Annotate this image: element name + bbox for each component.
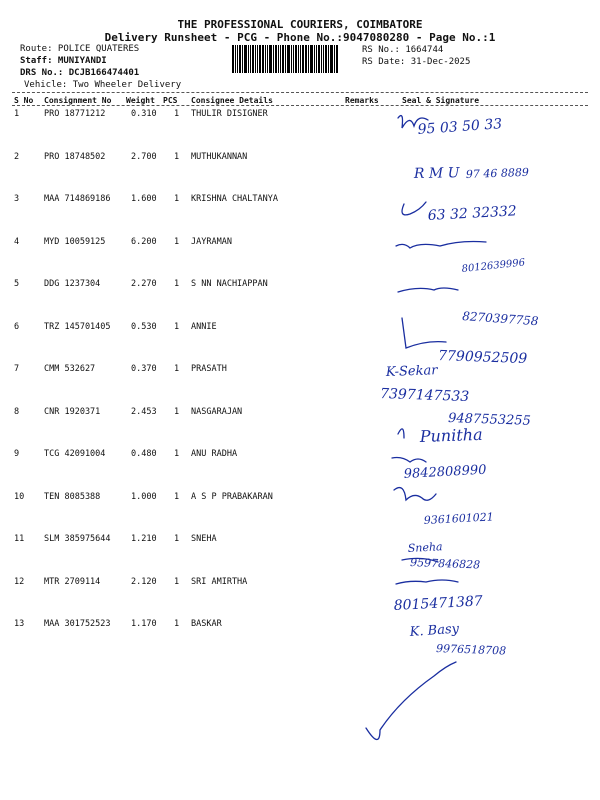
handwritten-note: 8012639996 bbox=[461, 257, 526, 275]
row-sno: 4 bbox=[14, 236, 20, 247]
signature-stroke bbox=[396, 242, 486, 249]
header-top-rule bbox=[12, 92, 588, 93]
barcode-bar bbox=[257, 45, 258, 73]
row-consignee: BASKAR bbox=[191, 619, 222, 629]
row-weight: 6.200 bbox=[131, 236, 157, 247]
barcode-bar bbox=[308, 45, 309, 73]
barcode-bar bbox=[242, 45, 243, 73]
handwritten-note: K-Sekar bbox=[385, 363, 438, 380]
barcode-bar bbox=[259, 45, 261, 73]
barcode-bar bbox=[285, 45, 286, 73]
row-weight: 2.270 bbox=[131, 279, 157, 289]
row-consignee: ANNIE bbox=[191, 321, 217, 332]
handwritten-note: 95 03 50 33 bbox=[417, 116, 503, 138]
row-consignment: MAA 714869186 bbox=[44, 194, 111, 204]
staff-label: Staff: MUNIYANDI bbox=[20, 56, 107, 66]
barcode-bar bbox=[248, 45, 249, 73]
handwritten-note: 7397147533 bbox=[379, 386, 470, 406]
row-sno: 5 bbox=[14, 279, 20, 289]
col-weight: Weight bbox=[126, 96, 155, 105]
barcode-bar bbox=[336, 45, 338, 73]
col-consignment: Consignment No bbox=[44, 96, 112, 105]
handwritten-note: Punitha bbox=[419, 424, 483, 446]
row-consignment: MYD 10059125 bbox=[44, 236, 106, 247]
signature-stroke bbox=[394, 488, 436, 501]
barcode-bar bbox=[334, 45, 335, 73]
barcode-bar bbox=[302, 45, 304, 73]
barcode-bar bbox=[252, 45, 254, 73]
row-consignee: KRISHNA CHALTANYA bbox=[191, 194, 278, 204]
barcode-bar bbox=[244, 45, 247, 73]
row-weight: 1.600 bbox=[131, 194, 157, 204]
col-sno: S No bbox=[14, 96, 34, 105]
handwritten-note: 7790952509 bbox=[437, 348, 528, 368]
barcode-bar bbox=[250, 45, 251, 73]
barcode-bar bbox=[267, 45, 268, 73]
handwritten-note: 8015471387 bbox=[393, 593, 484, 614]
row-consignment: CNR 1920371 bbox=[44, 406, 101, 417]
barcode-bar bbox=[255, 45, 256, 73]
row-consignee: A S P PRABAKARAN bbox=[191, 491, 273, 502]
signature-stroke bbox=[366, 662, 456, 740]
row-weight: 0.480 bbox=[131, 449, 157, 459]
barcode-bar bbox=[293, 45, 294, 73]
signature-stroke bbox=[392, 458, 426, 463]
barcode-bar bbox=[330, 45, 333, 73]
row-consignee: NASGARAJAN bbox=[191, 406, 243, 417]
row-consignee: SRI AMIRTHA bbox=[191, 576, 248, 587]
row-pcs: 1 bbox=[174, 534, 180, 544]
barcode-bar bbox=[265, 45, 266, 73]
barcode-bar bbox=[298, 45, 299, 73]
barcode-bar bbox=[237, 45, 238, 73]
row-pcs: 1 bbox=[174, 194, 180, 204]
row-consignment: PRO 18748502 bbox=[44, 151, 106, 162]
barcode-bar bbox=[235, 45, 236, 73]
row-sno: 2 bbox=[14, 151, 20, 162]
barcode bbox=[232, 45, 358, 73]
signature-stroke bbox=[402, 202, 426, 215]
col-seal: Seal & Signature bbox=[402, 96, 480, 105]
drs-label: DRS No.: DCJB166474401 bbox=[20, 68, 140, 78]
row-sno: 11 bbox=[14, 534, 25, 544]
rs-number: RS No.: 1664744 bbox=[362, 45, 444, 55]
rs-date: RS Date: 31-Dec-2025 bbox=[362, 57, 471, 67]
signature-stroke bbox=[402, 558, 438, 562]
barcode-bar bbox=[318, 45, 320, 73]
row-consignment: TEN 8085388 bbox=[44, 491, 101, 502]
handwritten-note: 9597846828 bbox=[409, 556, 481, 572]
row-pcs: 1 bbox=[174, 364, 180, 374]
handwritten-note: Sneha bbox=[407, 540, 443, 555]
row-consignment: CMM 532627 bbox=[44, 364, 96, 374]
handwritten-note: 9976518708 bbox=[435, 642, 507, 658]
handwritten-note: 9487553255 bbox=[447, 411, 532, 429]
row-consignment: TRZ 145701405 bbox=[44, 321, 111, 332]
barcode-bar bbox=[269, 45, 272, 73]
row-weight: 1.210 bbox=[131, 534, 157, 544]
row-sno: 7 bbox=[14, 364, 20, 374]
row-pcs: 1 bbox=[174, 619, 180, 629]
row-pcs: 1 bbox=[174, 279, 180, 289]
row-consignee: JAYRAMAN bbox=[191, 236, 232, 247]
row-consignment: PRO 18771212 bbox=[44, 109, 106, 119]
barcode-bar bbox=[275, 45, 277, 73]
barcode-bar bbox=[325, 45, 327, 73]
barcode-bar bbox=[300, 45, 301, 73]
handwritten-note: K. Basy bbox=[409, 621, 460, 640]
row-weight: 2.120 bbox=[131, 576, 157, 587]
row-pcs: 1 bbox=[174, 151, 180, 162]
row-sno: 8 bbox=[14, 406, 20, 417]
runsheet-subtitle: Delivery Runsheet - PCG - Phone No.:9047080280 - Page No.:1 bbox=[104, 31, 496, 44]
row-sno: 12 bbox=[14, 576, 25, 587]
barcode-bar bbox=[278, 45, 279, 73]
row-consignee: PRASATH bbox=[191, 364, 227, 374]
row-consignee: THULIR DISIGNER bbox=[191, 109, 268, 119]
barcode-bar bbox=[280, 45, 281, 73]
row-weight: 2.700 bbox=[131, 151, 157, 162]
barcode-bar bbox=[262, 45, 264, 73]
row-pcs: 1 bbox=[174, 109, 180, 119]
col-pcs: PCS bbox=[163, 96, 178, 105]
barcode-bar bbox=[310, 45, 313, 73]
row-pcs: 1 bbox=[174, 236, 180, 247]
handwritten-note: 9842808990 bbox=[403, 462, 487, 482]
barcode-bar bbox=[305, 45, 307, 73]
row-weight: 0.370 bbox=[131, 364, 157, 374]
row-consignment: TCG 42091004 bbox=[44, 449, 106, 459]
row-consignment: SLM 385975644 bbox=[44, 534, 111, 544]
handwritten-note: R M U bbox=[413, 165, 460, 182]
row-pcs: 1 bbox=[174, 406, 180, 417]
barcode-bar bbox=[323, 45, 324, 73]
row-sno: 1 bbox=[14, 109, 20, 119]
handwritten-note: 9361601021 bbox=[423, 510, 495, 527]
barcode-bar bbox=[291, 45, 292, 73]
signature-stroke bbox=[398, 116, 428, 128]
barcode-bar bbox=[232, 45, 234, 73]
row-sno: 6 bbox=[14, 321, 20, 332]
barcode-bar bbox=[328, 45, 329, 73]
signature-stroke bbox=[402, 318, 446, 348]
row-consignee: SNEHA bbox=[191, 534, 217, 544]
barcode-bar bbox=[282, 45, 284, 73]
barcode-bar bbox=[321, 45, 322, 73]
row-consignee: ANU RADHA bbox=[191, 449, 238, 459]
vehicle-label: Vehicle: Two Wheeler Delivery bbox=[24, 80, 182, 90]
barcode-bar bbox=[314, 45, 315, 73]
col-consignee: Consignee Details bbox=[191, 96, 273, 105]
barcode-bar bbox=[287, 45, 290, 73]
handwritten-note: 63 32 32332 bbox=[427, 203, 518, 224]
barcode-bar bbox=[273, 45, 274, 73]
company-title: THE PROFESSIONAL COURIERS, COIMBATORE bbox=[177, 18, 423, 31]
row-weight: 0.530 bbox=[131, 321, 157, 332]
signature-stroke bbox=[396, 580, 458, 584]
barcode-bar bbox=[239, 45, 241, 73]
row-sno: 10 bbox=[14, 491, 25, 502]
handwritten-note: 8270397758 bbox=[461, 309, 539, 329]
row-consignee: MUTHUKANNAN bbox=[191, 151, 248, 162]
row-pcs: 1 bbox=[174, 449, 180, 459]
row-consignee: S NN NACHIAPPAN bbox=[191, 279, 268, 289]
row-sno: 3 bbox=[14, 194, 20, 204]
row-sno: 9 bbox=[14, 449, 20, 459]
barcode-bar bbox=[316, 45, 317, 73]
row-consignment: MTR 2709114 bbox=[44, 576, 101, 587]
row-weight: 0.310 bbox=[131, 109, 157, 119]
signature-stroke bbox=[398, 429, 404, 438]
row-pcs: 1 bbox=[174, 576, 180, 587]
row-pcs: 1 bbox=[174, 321, 180, 332]
signature-stroke bbox=[398, 288, 458, 292]
barcode-bar bbox=[295, 45, 297, 73]
header-bottom-rule bbox=[12, 105, 588, 106]
row-consignment: DDG 1237304 bbox=[44, 279, 101, 289]
row-weight: 1.000 bbox=[131, 491, 157, 502]
row-consignment: MAA 301752523 bbox=[44, 619, 111, 629]
row-weight: 2.453 bbox=[131, 406, 157, 417]
col-remarks: Remarks bbox=[345, 96, 379, 105]
handwritten-note: 97 46 8889 bbox=[465, 165, 530, 181]
row-weight: 1.170 bbox=[131, 619, 157, 629]
route-label: Route: POLICE QUATERES bbox=[20, 44, 140, 54]
row-sno: 13 bbox=[14, 619, 25, 629]
row-pcs: 1 bbox=[174, 491, 180, 502]
